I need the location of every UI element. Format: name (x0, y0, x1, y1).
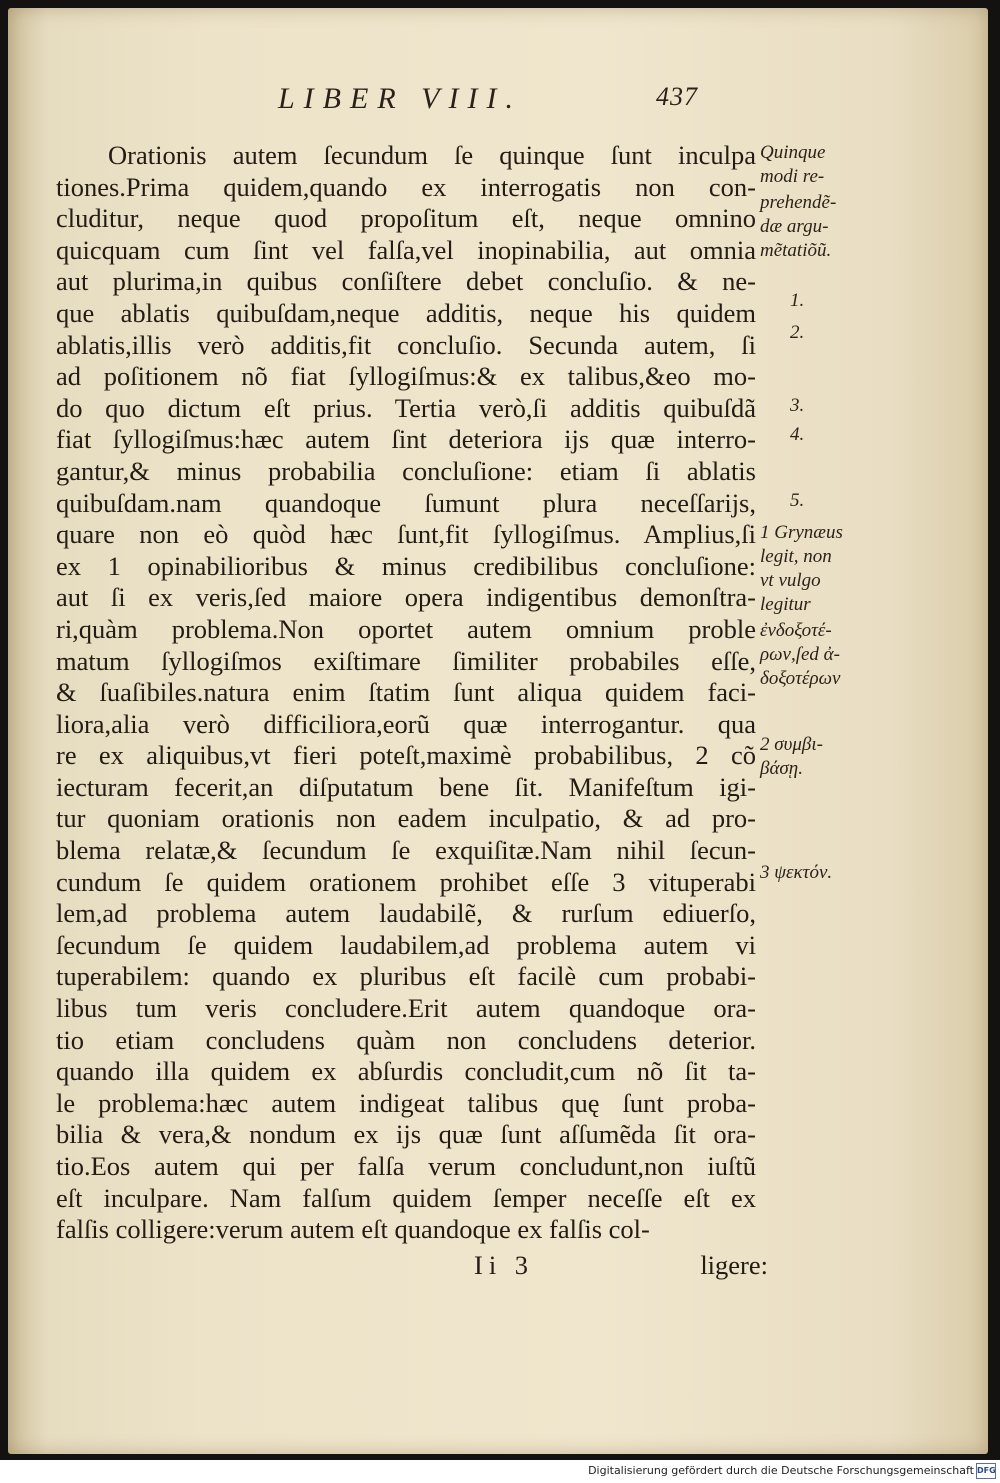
text-line: tiones.Prima quidem,quando ex interrogatis non con- (56, 171, 756, 202)
text-line: eſt inculpare. Nam falſum quidem ſemper neceſſe eſt ex (56, 1182, 756, 1213)
margin-note: 1 Grynæus (760, 522, 843, 543)
credit-bar (0, 1460, 1000, 1483)
text-line: iecturam fecerit,an diſputatum bene ſit. Manifeſtum igi- (56, 771, 756, 802)
funding-credit: Digitalisierung gefördert durch die Deutsche Forschungsgemeinschaft (588, 1464, 974, 1477)
text-line: ſecundum ſe quidem laudabilem,ad problema autem vi (56, 929, 756, 960)
text-line: & ſuaſibiles.natura enim ſtatim ſunt aliqua quidem faci- (56, 677, 756, 708)
text-line: cundum ſe quidem orationem prohibet eſſe 3 vituperabi (56, 866, 756, 897)
catchword: ligere: (700, 1250, 768, 1280)
margin-note: 3. (790, 395, 805, 416)
text-line: quibuſdam.nam quandoque ſumunt plura neceſſarijs, (56, 487, 756, 518)
margin-note: prehendẽ- (760, 192, 837, 213)
text-line: tur quoniam orationis non eadem inculpatio, & ad pro- (56, 803, 756, 834)
text-line: fiat ſyllogiſmus:hæc autem ſint deteriora ijs quæ interro- (56, 424, 756, 455)
margin-note: vt vulgo (760, 570, 821, 591)
margin-note: ἐνδοξοτέ- (760, 620, 832, 641)
text-line: blema relatæ,& ſecundum ſe exquiſitæ.Nam nihil ſecun- (56, 835, 756, 866)
text-line: quare non eò quòd hæc ſunt,fit ſyllogiſmus. Amplius,ſi (56, 519, 756, 550)
margin-note: mẽtatiõũ. (760, 240, 832, 261)
text-line: bilia & vera,& nondum ex ijs quæ ſunt aſſumẽda ſit ora- (56, 1119, 756, 1150)
margin-note: δοξοτέρων (760, 668, 841, 689)
text-line: lem,ad problema autem laudabilẽ, & rurſum ediuerſo, (56, 898, 756, 929)
body-text (56, 140, 756, 1246)
dfg-logo-icon: DFG (976, 1463, 996, 1479)
text-line: ablatis,illis verò additis,fit concluſio. Secunda autem, ſi (56, 329, 756, 360)
page-number: 437 (656, 82, 698, 111)
text-line: aut ſi ex veris,ſed maiore opera indigentibus demonſtra- (56, 582, 756, 613)
margin-note: 1. (790, 290, 805, 311)
margin-note: dæ argu- (760, 216, 829, 237)
text-line: tio.Eos autem qui per falſa verum concludunt,non iuſtũ (56, 1151, 756, 1181)
margin-note: modi re- (760, 166, 825, 187)
text-line: matum ſyllogiſmos exiſtimare ſimiliter probabiles eſſe, (56, 645, 756, 676)
page-header (278, 82, 698, 122)
margin-note: ρων,ſed ἀ- (760, 644, 840, 665)
text-line: re ex aliquibus,vt fieri poteſt,maximè probabilibus, 2 cõ (56, 740, 756, 771)
text-line: quicquam cum ſint vel falſa,vel inopinabilia, aut omnia (56, 234, 756, 265)
text-line: tuperabilem: quando ex pluribus eſt facilè cum probabi- (56, 961, 756, 992)
margin-note: 4. (790, 424, 805, 445)
text-line: le problema:hæc autem indigeat talibus quę ſunt proba- (56, 1087, 756, 1118)
text-line: Orationis autem ſecundum ſe quinque ſunt inculpa (108, 140, 756, 170)
text-line: quando illa quidem ex abſurdis concludit,cum nõ ſit ta- (56, 1056, 756, 1087)
text-line: falſis colligere:verum autem eſt quandoque ex falſis col- (56, 1214, 650, 1245)
margin-note: 3 ψεκτόν. (760, 862, 833, 883)
text-line: cluditur, neque quod propoſitum eſt, neque omnino (56, 203, 756, 234)
margin-note: Quinque (760, 142, 826, 163)
margin-note: legitur (760, 594, 811, 615)
text-line: ex 1 opinabilioribus & minus credibilibus concluſione: (56, 550, 756, 581)
margin-note: legit, non (760, 546, 832, 567)
text-line: ri,quàm problema.Non oportet autem omnium proble (56, 613, 756, 644)
margin-note: 5. (790, 490, 805, 511)
margin-note: 2. (790, 322, 805, 343)
margin-note: 2 συμβι- (760, 734, 823, 755)
text-line: do quo dictum eſt prius. Tertia verò,ſi additis quibuſdã (56, 392, 756, 423)
text-line: gantur,& minus probabilia concluſione: etiam ſi ablatis (56, 455, 756, 486)
signature-mark: Ii 3 (474, 1250, 535, 1280)
text-line: tio etiam concludens quàm non concludens deterior. (56, 1024, 756, 1055)
page-footer (56, 1250, 768, 1286)
text-line: libus tum veris concludere.Erit autem quandoque ora- (56, 993, 756, 1024)
text-line: aut plurima,in quibus conſiſtere debet concluſio. & ne- (56, 266, 756, 297)
text-line: liora,alia verò difficiliora,eorũ quæ interrogantur. qua (56, 708, 756, 739)
text-line: ad poſitionem nõ fiat ſyllogiſmus:& ex talibus,&eo mo- (56, 361, 756, 392)
running-title: LIBER VIII. (278, 82, 522, 115)
book-page (8, 8, 988, 1454)
margin-note: βάσῃ. (760, 758, 803, 779)
text-line: que ablatis quibuſdam,neque additis, neque his quidem (56, 297, 756, 328)
